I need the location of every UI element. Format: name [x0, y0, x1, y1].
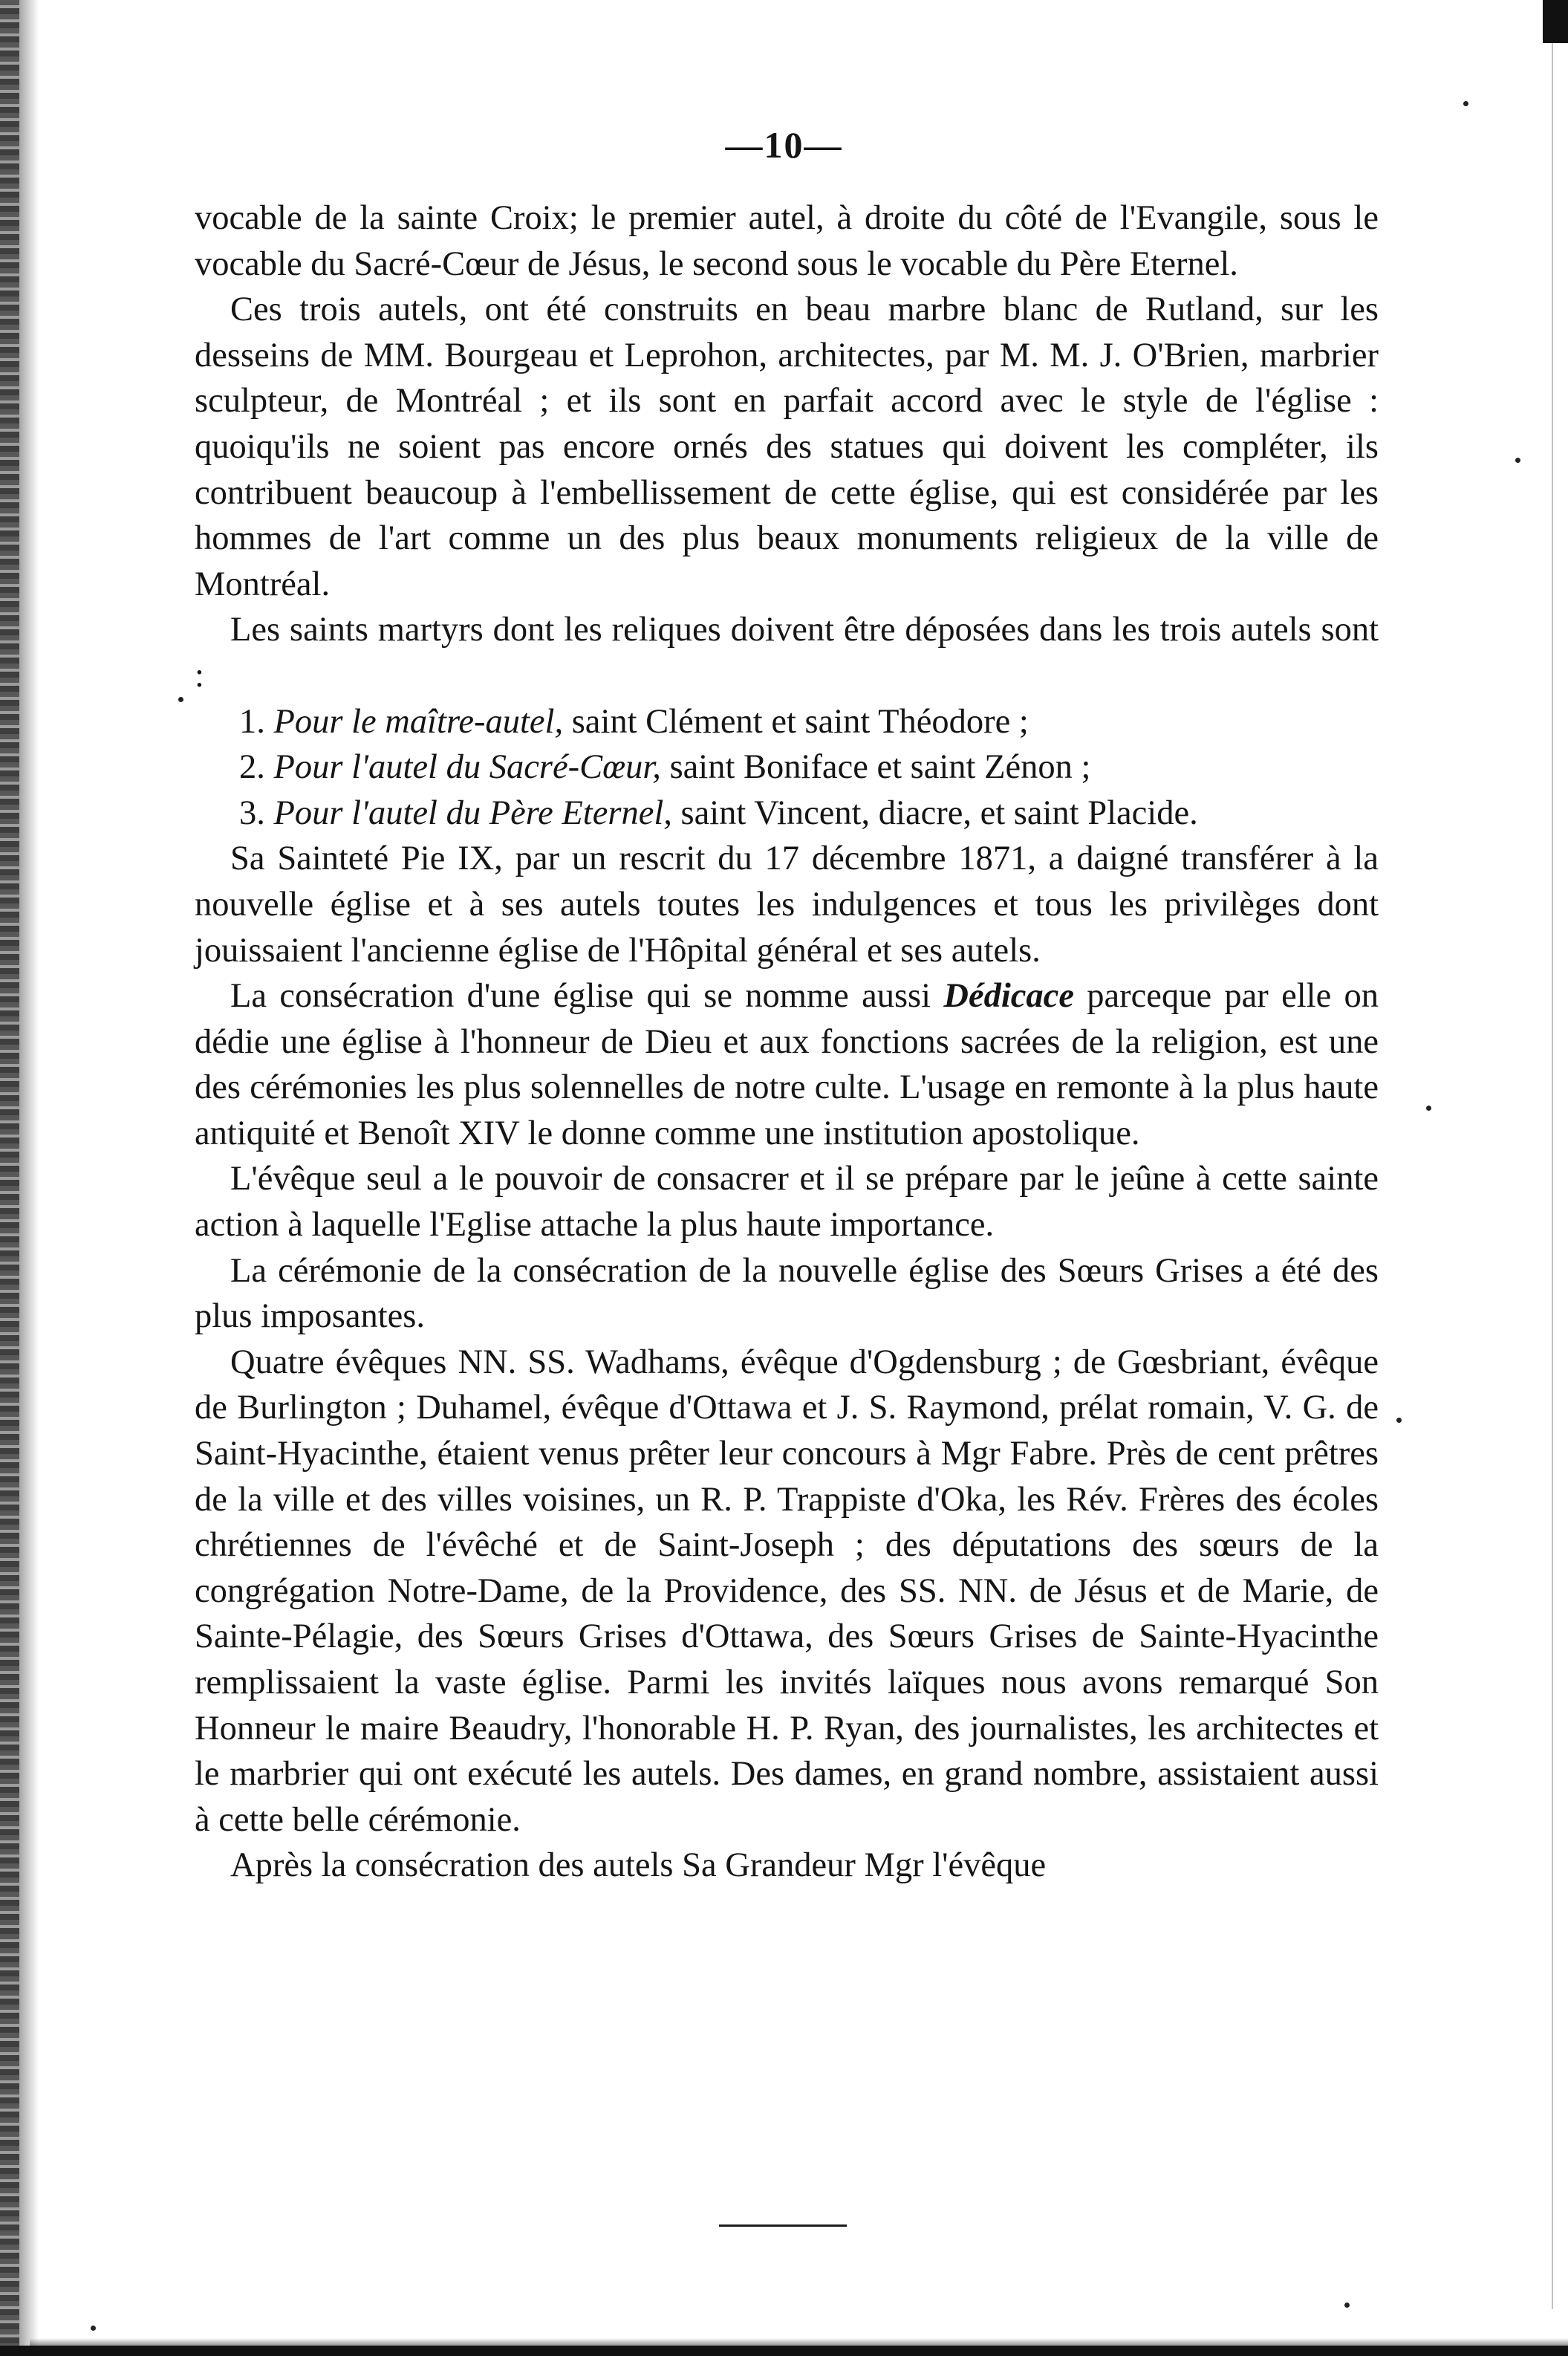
paragraph-altars-construction: Ces trois autels, ont été construits en beau marbre blanc de Rutland, sur les desseins de MM. Bourgeau et Leprohon, architectes, par M. M. J. O'Brien, marbrier sculpteur, de Montréal ; et ils sont en parfait accord avec le style de l'église : quoiqu'ils ne soient pas encore ornés des statues qui doivent les compléter, ils contribuent beaucoup à l'embellissement de cette église, qui est considérée par les hommes de l'art comme un des plus beaux monuments religieux de la ville de Montréal.	[195, 291, 1379, 603]
emphasis-word: Dédicace	[943, 977, 1074, 1016]
paragraph-ceremony: La cérémonie de la consécration de la nouvelle église des Sœurs Grises a été des plus imposantes.	[195, 1251, 1379, 1336]
text-run: parceque par elle on dédie une église à l'honneur de Dieu et aux fonctions sacrées de la religion, est une des cérémonies les plus solennelles de notre culte. L'usage en remonte à la plus haute antiquité et Benoît XIV le donne comme une institution apostolique.	[195, 977, 1379, 1152]
martyr-names: saint Vincent, diacre, et saint Placide.	[680, 794, 1198, 832]
relics-list-item-3	[195, 791, 1379, 837]
scan-speck	[1463, 101, 1468, 106]
altar-name: Pour l'autel du Père Eternel,	[273, 794, 672, 832]
scan-speck	[1396, 1418, 1402, 1423]
end-rule	[719, 2224, 847, 2227]
scan-speck	[1344, 2303, 1350, 2308]
scan-speck	[1515, 458, 1520, 463]
scan-speck	[1426, 1106, 1431, 1111]
paragraph-bishop-power: L'évêque seul a le pouvoir de consacrer et il se prépare par le jeûne à cette sainte action à laquelle l'Eglise attache la plus haute importance.	[195, 1160, 1379, 1244]
bottom-edge-shadow	[30, 2338, 1568, 2346]
binding-shadow	[19, 0, 39, 2356]
relics-list-item-2	[195, 744, 1379, 791]
scan-speck	[91, 2326, 96, 2331]
page-body	[195, 195, 1379, 1889]
text-run: La consécration d'une église qui se nomme aussi	[230, 977, 931, 1016]
page-number: —10—	[725, 124, 843, 166]
altar-name: Pour l'autel du Sacré-Cœur,	[273, 748, 661, 787]
page-right-edge	[1552, 43, 1553, 2309]
paragraph-consecration-meaning	[195, 973, 1379, 1156]
page-binding-edge	[0, 0, 19, 2356]
relics-list-item-1	[195, 699, 1379, 745]
scan-speck	[178, 697, 183, 702]
list-number: 1.	[239, 702, 265, 741]
paragraph-attendees: Quatre évêques NN. SS. Wadhams, évêque d'Ogdensburg ; de Gœsbriant, évêque de Burlington ; Duhamel, évêque d'Ottawa et J. S. Raymond, prélat romain, V. G. de Saint-Hyacinthe, étaient venus prêter leur concours à Mgr Fabre. Près de cent prêtres de la ville et des villes voisines, un R. P. Trappiste d'Oka, les Rév. Frères des écoles chrétiennes de l'évêché et de Saint-Joseph ; des députations des sœurs de la congrégation Notre-Dame, de la Providence, des SS. NN. de Jésus et de Marie, de Sainte-Pélagie, des Sœurs Grises d'Ottawa, des Sœurs Grises de Sainte-Hyacinthe remplissaient la vaste église. Parmi les invités laïques nous avons remarqué Son Honneur le maire Beaudry, l'honorable H. P. Ryan, des journalistes, les architectes et le marbrier qui ont exécuté les autels. Des dames, en grand nombre, assistaient aussi à cette belle cérémonie.	[195, 1343, 1379, 1839]
list-number: 3.	[239, 794, 265, 832]
scan-corner-mark	[1543, 0, 1568, 43]
paragraph-after-consecration: Après la consécration des autels Sa Grandeur Mgr l'évêque	[230, 1846, 1047, 1885]
martyr-names: saint Clément et saint Théodore ;	[571, 702, 1029, 741]
paragraph-papal-rescript: Sa Sainteté Pie IX, par un rescrit du 17 décembre 1871, a daigné transférer à la nouvelle église et à ses autels toutes les indulgences et tous les privilèges dont jouissaient l'ancienne église de l'Hôpital général et ses autels.	[195, 840, 1379, 970]
altar-name: Pour le maître-autel,	[273, 702, 564, 741]
paragraph-relics-intro: Les saints martyrs dont les reliques doivent être déposées dans les trois autels sont :	[195, 611, 1379, 695]
martyr-names: saint Boniface et saint Zénon ;	[669, 748, 1091, 787]
list-number: 2.	[239, 748, 265, 787]
paragraph-altar-vocables: vocable de la sainte Croix; le premier autel, à droite du côté de l'Evangile, sous le vocable du Sacré-Cœur de Jésus, le second sous le vocable du Père Eternel.	[195, 199, 1379, 283]
page-bottom-edge	[0, 2346, 1568, 2356]
